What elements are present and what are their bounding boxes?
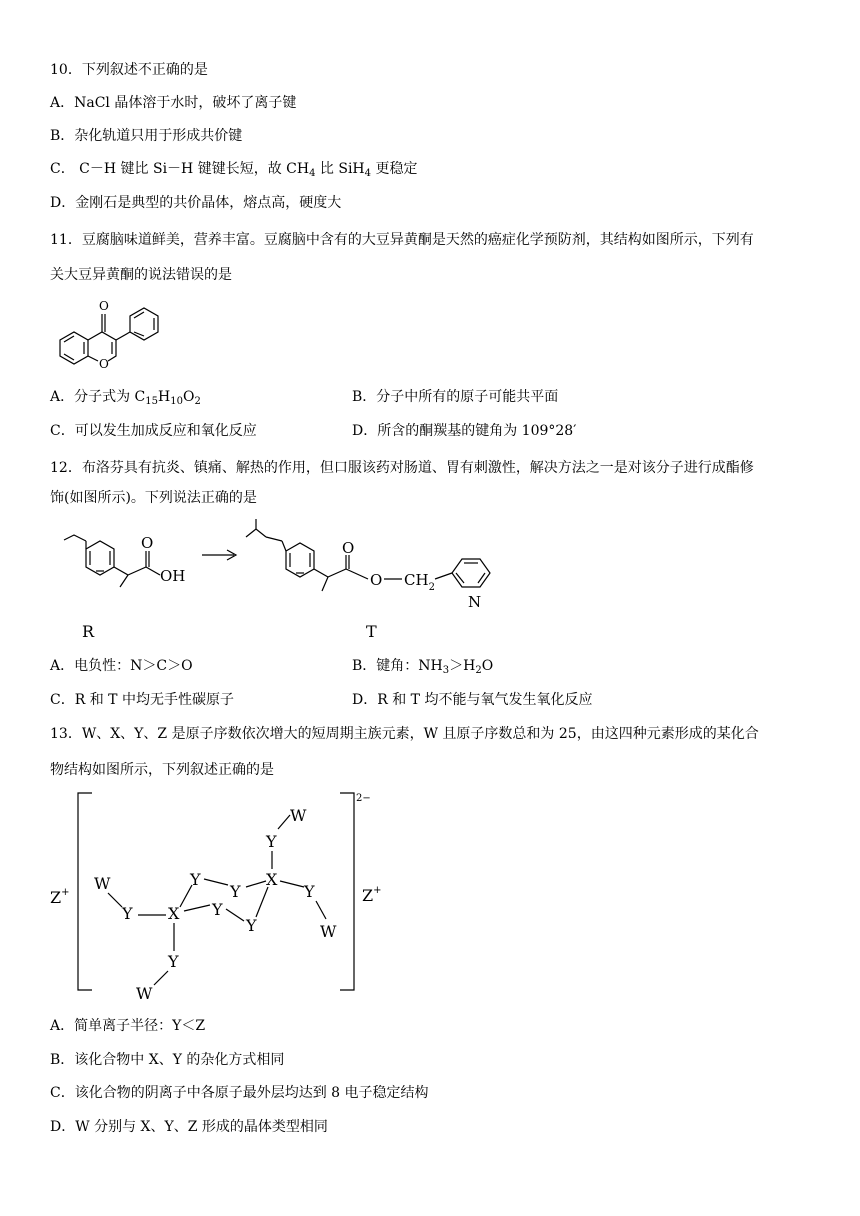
struct-o-carbonyl: O	[99, 299, 109, 313]
atom-y-bridge-low: Y	[212, 900, 223, 919]
label-r: R	[82, 622, 95, 641]
atom-y-right: Y	[304, 882, 315, 901]
atom-y-top: Y	[266, 832, 277, 851]
q11-option-c: C．可以发生加成反应和氧化反应	[50, 423, 257, 439]
q13-stem-line1: 13．W、X、Y、Z 是原子序数依次增大的短周期主族元素，W 且原子序数总和为 25，由这四种元素形成的某化合	[50, 726, 759, 742]
struct-o-ring: O	[99, 357, 109, 371]
q11-option-b: B．分子中所有的原子可能共平面	[352, 389, 559, 405]
isoflavone-structure	[50, 290, 190, 380]
q13-option-c: C．该化合物的阴离子中各原子最外层均达到 8 电子稳定结构	[50, 1085, 429, 1101]
q11-stem-line1: 11．豆腐脑味道鲜美，营养丰富。豆腐脑中含有的大豆异黄酮是天然的癌症化学预防剂，其结构如图所示，下列有	[50, 232, 754, 248]
t-pyridine-n: N	[468, 593, 482, 611]
q13-option-b: B．该化合物中 X、Y 的杂化方式相同	[50, 1052, 285, 1068]
atom-y-bridge-bottom: Y	[246, 916, 257, 935]
atom-y-bottom: Y	[168, 952, 179, 971]
q11-option-a: A．分子式为 $C_{15}H_{10}O_2$	[50, 389, 201, 407]
q12-option-a: A．电负性：N＞C＞O	[50, 658, 193, 674]
q12-stem-line2: 饰(如图所示)。下列说法正确的是	[50, 490, 257, 506]
t-ester-o: O	[370, 571, 383, 589]
q13-option-d: D．W 分别与 X、Y、Z 形成的晶体类型相同	[50, 1119, 328, 1135]
atom-y-left: Y	[122, 904, 133, 923]
left-cation: Z+	[50, 887, 70, 907]
q12-stem-line1: 12．布洛芬具有抗炎、镇痛、解热的作用，但口服该药对肠道、胃有刺激性，解决方法之一是对该分子进行成酯修	[50, 460, 754, 476]
r-carbonyl-o: O	[141, 534, 154, 552]
q10-stem: 10．下列叙述不正确的是	[50, 62, 208, 78]
atom-y-bridge-top: Y	[190, 870, 201, 889]
ibuprofen-reaction-scheme	[50, 515, 530, 655]
q12-option-b: B．键角：$NH_3>H_2O$	[352, 658, 494, 676]
q11-stem-line2: 关大豆异黄酮的说法错误的是	[50, 267, 232, 283]
atom-x-right: X	[266, 870, 278, 889]
q10-option-c: C． C－H 键比 Si－H 键键长短，故 $CH_4$ 比 SiH$_4$ 更稳定	[50, 161, 418, 179]
right-cation: Z+	[362, 885, 382, 905]
charge: 2−	[356, 793, 371, 804]
q10-option-b: B．杂化轨道只用于形成共价键	[50, 128, 243, 144]
atom-w-right: W	[320, 922, 337, 941]
atom-w-bottom: W	[136, 984, 153, 1003]
q13-stem-line2: 物结构如图所示，下列叙述正确的是	[50, 762, 274, 778]
atom-w-top: W	[290, 806, 307, 825]
q10-option-a: A．NaCl 晶体溶于水时，破坏了离子键	[50, 95, 297, 111]
q12-option-d: D．R 和 T 均不能与氧气发生氧化反应	[352, 692, 593, 708]
label-t: T	[366, 622, 377, 641]
q12-option-c: C．R 和 T 中均无手性碳原子	[50, 692, 234, 708]
q10-option-d: D．金刚石是典型的共价晶体，熔点高，硬度大	[50, 195, 342, 211]
q13-option-a: A．简单离子半径：Y＜Z	[50, 1018, 206, 1034]
compound-structure	[50, 785, 410, 1005]
atom-x-left: X	[168, 904, 180, 923]
t-carbonyl-o: O	[342, 539, 355, 557]
atom-w-left: W	[94, 874, 111, 893]
t-ch2: $CH_2$	[404, 571, 435, 593]
r-oh: OH	[160, 567, 186, 585]
atom-y-bridge-mid: Y	[230, 882, 241, 901]
q11-option-d: D．所含的酮羰基的键角为 109°28′	[352, 423, 577, 439]
